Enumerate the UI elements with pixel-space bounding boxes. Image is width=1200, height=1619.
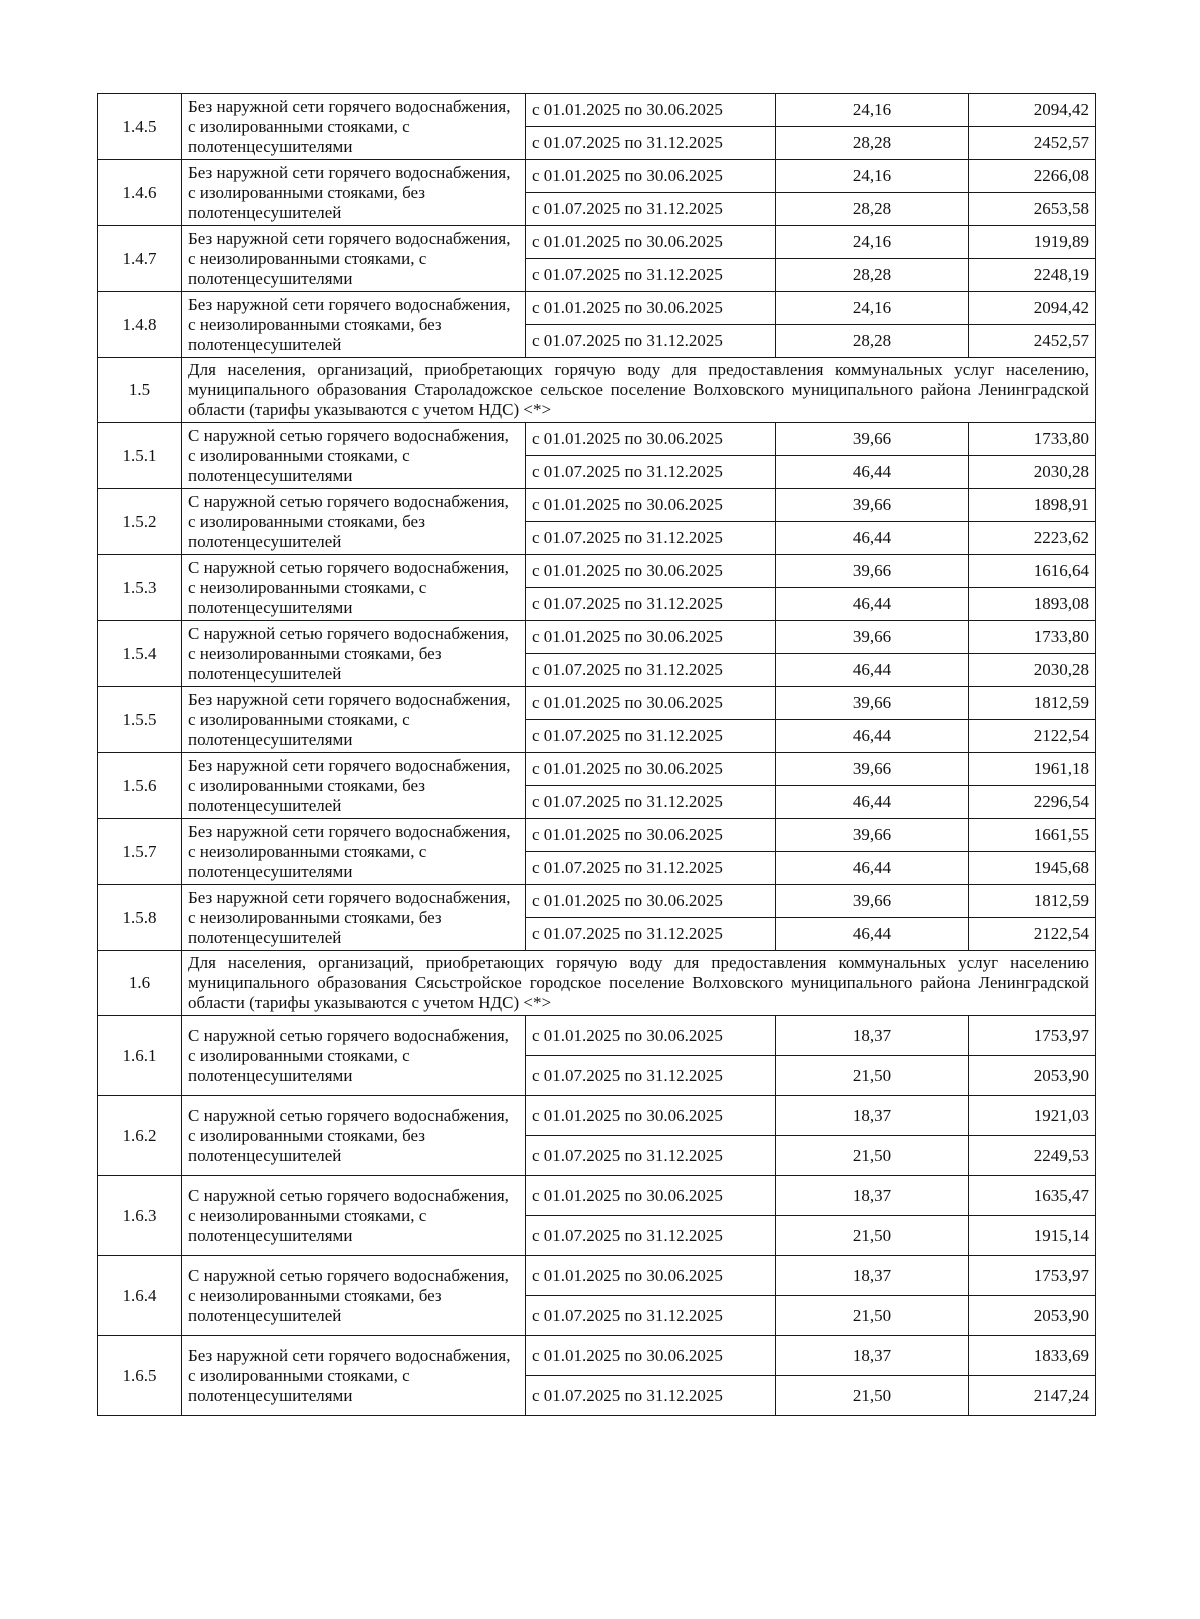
item-number: 1.5.7 (98, 819, 182, 885)
rate-cell: 21,50 (776, 1216, 969, 1256)
item-description: Без наружной сети горячего водоснабжения, с неизолированными стояками, с полотенцесушителями (182, 226, 526, 292)
rate-cell: 46,44 (776, 720, 969, 753)
price-cell: 2653,58 (969, 193, 1096, 226)
tariff-row (98, 423, 1096, 456)
item-number: 1.5.6 (98, 753, 182, 819)
item-description: С наружной сетью горячего водоснабжения, с неизолированными стояками, без полотенцесушителей (182, 621, 526, 687)
period-cell: с 01.07.2025 по 31.12.2025 (526, 1136, 776, 1176)
rate-cell: 18,37 (776, 1256, 969, 1296)
price-cell: 2053,90 (969, 1296, 1096, 1336)
period-cell: с 01.01.2025 по 30.06.2025 (526, 160, 776, 193)
price-cell: 1635,47 (969, 1176, 1096, 1216)
item-number: 1.5.1 (98, 423, 182, 489)
section-description: Для населения, организаций, приобретающих горячую воду для предоставления коммунальных услуг населению, муниципального образования Староладожское сельское поселение Волховского муниципального района Ленинградской области (тарифы указываются с учетом НДС) <*> (182, 358, 1096, 423)
item-number: 1.4.5 (98, 94, 182, 160)
price-cell: 1919,89 (969, 226, 1096, 259)
rate-cell: 28,28 (776, 193, 969, 226)
period-cell: с 01.01.2025 по 30.06.2025 (526, 555, 776, 588)
price-cell: 1812,59 (969, 885, 1096, 918)
item-description: С наружной сетью горячего водоснабжения, с изолированными стояками, с полотенцесушителями (182, 1016, 526, 1096)
price-cell: 2094,42 (969, 292, 1096, 325)
rate-cell: 24,16 (776, 226, 969, 259)
item-description: С наружной сетью горячего водоснабжения, с неизолированными стояками, с полотенцесушителями (182, 555, 526, 621)
item-description: Без наружной сети горячего водоснабжения, с неизолированными стояками, без полотенцесушителей (182, 292, 526, 358)
rate-cell: 28,28 (776, 127, 969, 160)
rate-cell: 18,37 (776, 1336, 969, 1376)
price-cell: 1945,68 (969, 852, 1096, 885)
period-cell: с 01.01.2025 по 30.06.2025 (526, 1176, 776, 1216)
item-number: 1.5.4 (98, 621, 182, 687)
period-cell: с 01.07.2025 по 31.12.2025 (526, 127, 776, 160)
period-cell: с 01.07.2025 по 31.12.2025 (526, 786, 776, 819)
section-row (98, 951, 1096, 1016)
period-cell: с 01.07.2025 по 31.12.2025 (526, 193, 776, 226)
price-cell: 2122,54 (969, 720, 1096, 753)
period-cell: с 01.07.2025 по 31.12.2025 (526, 325, 776, 358)
period-cell: с 01.07.2025 по 31.12.2025 (526, 1216, 776, 1256)
period-cell: с 01.07.2025 по 31.12.2025 (526, 522, 776, 555)
period-cell: с 01.07.2025 по 31.12.2025 (526, 456, 776, 489)
item-description: Без наружной сети горячего водоснабжения, с неизолированными стояками, без полотенцесушителей (182, 885, 526, 951)
rate-cell: 46,44 (776, 522, 969, 555)
item-number: 1.6.5 (98, 1336, 182, 1416)
tariff-table (97, 93, 1096, 1416)
rate-cell: 39,66 (776, 687, 969, 720)
tariff-row (98, 1176, 1096, 1216)
price-cell: 2030,28 (969, 654, 1096, 687)
item-number: 1.4.7 (98, 226, 182, 292)
price-cell: 2030,28 (969, 456, 1096, 489)
tariff-row (98, 621, 1096, 654)
rate-cell: 39,66 (776, 819, 969, 852)
rate-cell: 46,44 (776, 852, 969, 885)
period-cell: с 01.07.2025 по 31.12.2025 (526, 852, 776, 885)
period-cell: с 01.01.2025 по 30.06.2025 (526, 687, 776, 720)
tariff-row (98, 819, 1096, 852)
rate-cell: 24,16 (776, 160, 969, 193)
period-cell: с 01.01.2025 по 30.06.2025 (526, 226, 776, 259)
period-cell: с 01.07.2025 по 31.12.2025 (526, 918, 776, 951)
tariff-row (98, 1016, 1096, 1056)
period-cell: с 01.01.2025 по 30.06.2025 (526, 292, 776, 325)
tariff-row (98, 1336, 1096, 1376)
price-cell: 2094,42 (969, 94, 1096, 127)
item-number: 1.5.8 (98, 885, 182, 951)
rate-cell: 24,16 (776, 94, 969, 127)
item-description: Без наружной сети горячего водоснабжения, с изолированными стояками, без полотенцесушителей (182, 753, 526, 819)
price-cell: 1915,14 (969, 1216, 1096, 1256)
price-cell: 2452,57 (969, 325, 1096, 358)
rate-cell: 21,50 (776, 1296, 969, 1336)
rate-cell: 46,44 (776, 588, 969, 621)
price-cell: 2223,62 (969, 522, 1096, 555)
rate-cell: 28,28 (776, 325, 969, 358)
price-cell: 1733,80 (969, 621, 1096, 654)
period-cell: с 01.07.2025 по 31.12.2025 (526, 259, 776, 292)
period-cell: с 01.01.2025 по 30.06.2025 (526, 1016, 776, 1056)
price-cell: 2266,08 (969, 160, 1096, 193)
item-description: С наружной сетью горячего водоснабжения, с неизолированными стояками, с полотенцесушителями (182, 1176, 526, 1256)
rate-cell: 39,66 (776, 423, 969, 456)
price-cell: 1812,59 (969, 687, 1096, 720)
period-cell: с 01.01.2025 по 30.06.2025 (526, 1096, 776, 1136)
item-description: Без наружной сети горячего водоснабжения, с изолированными стояками, с полотенцесушителями (182, 94, 526, 160)
price-cell: 2147,24 (969, 1376, 1096, 1416)
price-cell: 2122,54 (969, 918, 1096, 951)
item-number: 1.6.4 (98, 1256, 182, 1336)
period-cell: с 01.07.2025 по 31.12.2025 (526, 720, 776, 753)
item-description: Без наружной сети горячего водоснабжения, с изолированными стояками, без полотенцесушителей (182, 160, 526, 226)
rate-cell: 24,16 (776, 292, 969, 325)
rate-cell: 18,37 (776, 1176, 969, 1216)
price-cell: 2249,53 (969, 1136, 1096, 1176)
item-number: 1.6.2 (98, 1096, 182, 1176)
item-number: 1.4.6 (98, 160, 182, 226)
item-description: Без наружной сети горячего водоснабжения, с неизолированными стояками, с полотенцесушителями (182, 819, 526, 885)
period-cell: с 01.01.2025 по 30.06.2025 (526, 1256, 776, 1296)
period-cell: с 01.07.2025 по 31.12.2025 (526, 1296, 776, 1336)
tariff-row (98, 753, 1096, 786)
price-cell: 2452,57 (969, 127, 1096, 160)
price-cell: 2248,19 (969, 259, 1096, 292)
period-cell: с 01.01.2025 по 30.06.2025 (526, 1336, 776, 1376)
tariff-row (98, 1096, 1096, 1136)
price-cell: 2053,90 (969, 1056, 1096, 1096)
item-number: 1.5.2 (98, 489, 182, 555)
section-description: Для населения, организаций, приобретающих горячую воду для предоставления коммунальных услуг населению муниципального образования Сясьстройское городское поселение Волховского муниципального района Ленинградской области (тарифы указываются с учетом НДС) <*> (182, 951, 1096, 1016)
tariff-row (98, 489, 1096, 522)
price-cell: 1961,18 (969, 753, 1096, 786)
price-cell: 1833,69 (969, 1336, 1096, 1376)
rate-cell: 18,37 (776, 1016, 969, 1056)
item-description: Без наружной сети горячего водоснабжения, с изолированными стояками, с полотенцесушителями (182, 1336, 526, 1416)
item-description: С наружной сетью горячего водоснабжения, с изолированными стояками, с полотенцесушителями (182, 423, 526, 489)
rate-cell: 46,44 (776, 918, 969, 951)
price-cell: 1921,03 (969, 1096, 1096, 1136)
rate-cell: 39,66 (776, 885, 969, 918)
tariff-row (98, 555, 1096, 588)
price-cell: 1753,97 (969, 1256, 1096, 1296)
section-number: 1.6 (98, 951, 182, 1016)
item-number: 1.6.1 (98, 1016, 182, 1096)
item-number: 1.6.3 (98, 1176, 182, 1256)
rate-cell: 39,66 (776, 621, 969, 654)
price-cell: 1616,64 (969, 555, 1096, 588)
period-cell: с 01.01.2025 по 30.06.2025 (526, 489, 776, 522)
price-cell: 1893,08 (969, 588, 1096, 621)
item-number: 1.5.3 (98, 555, 182, 621)
tariff-row (98, 94, 1096, 127)
item-number: 1.5.5 (98, 687, 182, 753)
item-description: Без наружной сети горячего водоснабжения, с изолированными стояками, с полотенцесушителями (182, 687, 526, 753)
item-description: С наружной сетью горячего водоснабжения, с изолированными стояками, без полотенцесушителей (182, 489, 526, 555)
tariff-row (98, 1256, 1096, 1296)
rate-cell: 39,66 (776, 753, 969, 786)
rate-cell: 18,37 (776, 1096, 969, 1136)
item-description: С наружной сетью горячего водоснабжения, с неизолированными стояками, без полотенцесушителей (182, 1256, 526, 1336)
rate-cell: 21,50 (776, 1376, 969, 1416)
tariff-row (98, 226, 1096, 259)
rate-cell: 46,44 (776, 456, 969, 489)
price-cell: 2296,54 (969, 786, 1096, 819)
tariff-row (98, 292, 1096, 325)
rate-cell: 28,28 (776, 259, 969, 292)
item-number: 1.4.8 (98, 292, 182, 358)
period-cell: с 01.07.2025 по 31.12.2025 (526, 1056, 776, 1096)
period-cell: с 01.01.2025 по 30.06.2025 (526, 753, 776, 786)
tariff-row (98, 687, 1096, 720)
tariff-row (98, 160, 1096, 193)
price-cell: 1661,55 (969, 819, 1096, 852)
price-cell: 1898,91 (969, 489, 1096, 522)
period-cell: с 01.07.2025 по 31.12.2025 (526, 1376, 776, 1416)
tariff-table-body (98, 94, 1096, 1416)
rate-cell: 21,50 (776, 1056, 969, 1096)
period-cell: с 01.07.2025 по 31.12.2025 (526, 654, 776, 687)
period-cell: с 01.01.2025 по 30.06.2025 (526, 621, 776, 654)
period-cell: с 01.07.2025 по 31.12.2025 (526, 588, 776, 621)
rate-cell: 39,66 (776, 489, 969, 522)
section-row (98, 358, 1096, 423)
rate-cell: 21,50 (776, 1136, 969, 1176)
rate-cell: 46,44 (776, 654, 969, 687)
rate-cell: 46,44 (776, 786, 969, 819)
price-cell: 1753,97 (969, 1016, 1096, 1056)
section-number: 1.5 (98, 358, 182, 423)
price-cell: 1733,80 (969, 423, 1096, 456)
tariff-row (98, 885, 1096, 918)
period-cell: с 01.01.2025 по 30.06.2025 (526, 819, 776, 852)
item-description: С наружной сетью горячего водоснабжения, с изолированными стояками, без полотенцесушителей (182, 1096, 526, 1176)
period-cell: с 01.01.2025 по 30.06.2025 (526, 423, 776, 456)
period-cell: с 01.01.2025 по 30.06.2025 (526, 885, 776, 918)
period-cell: с 01.01.2025 по 30.06.2025 (526, 94, 776, 127)
rate-cell: 39,66 (776, 555, 969, 588)
